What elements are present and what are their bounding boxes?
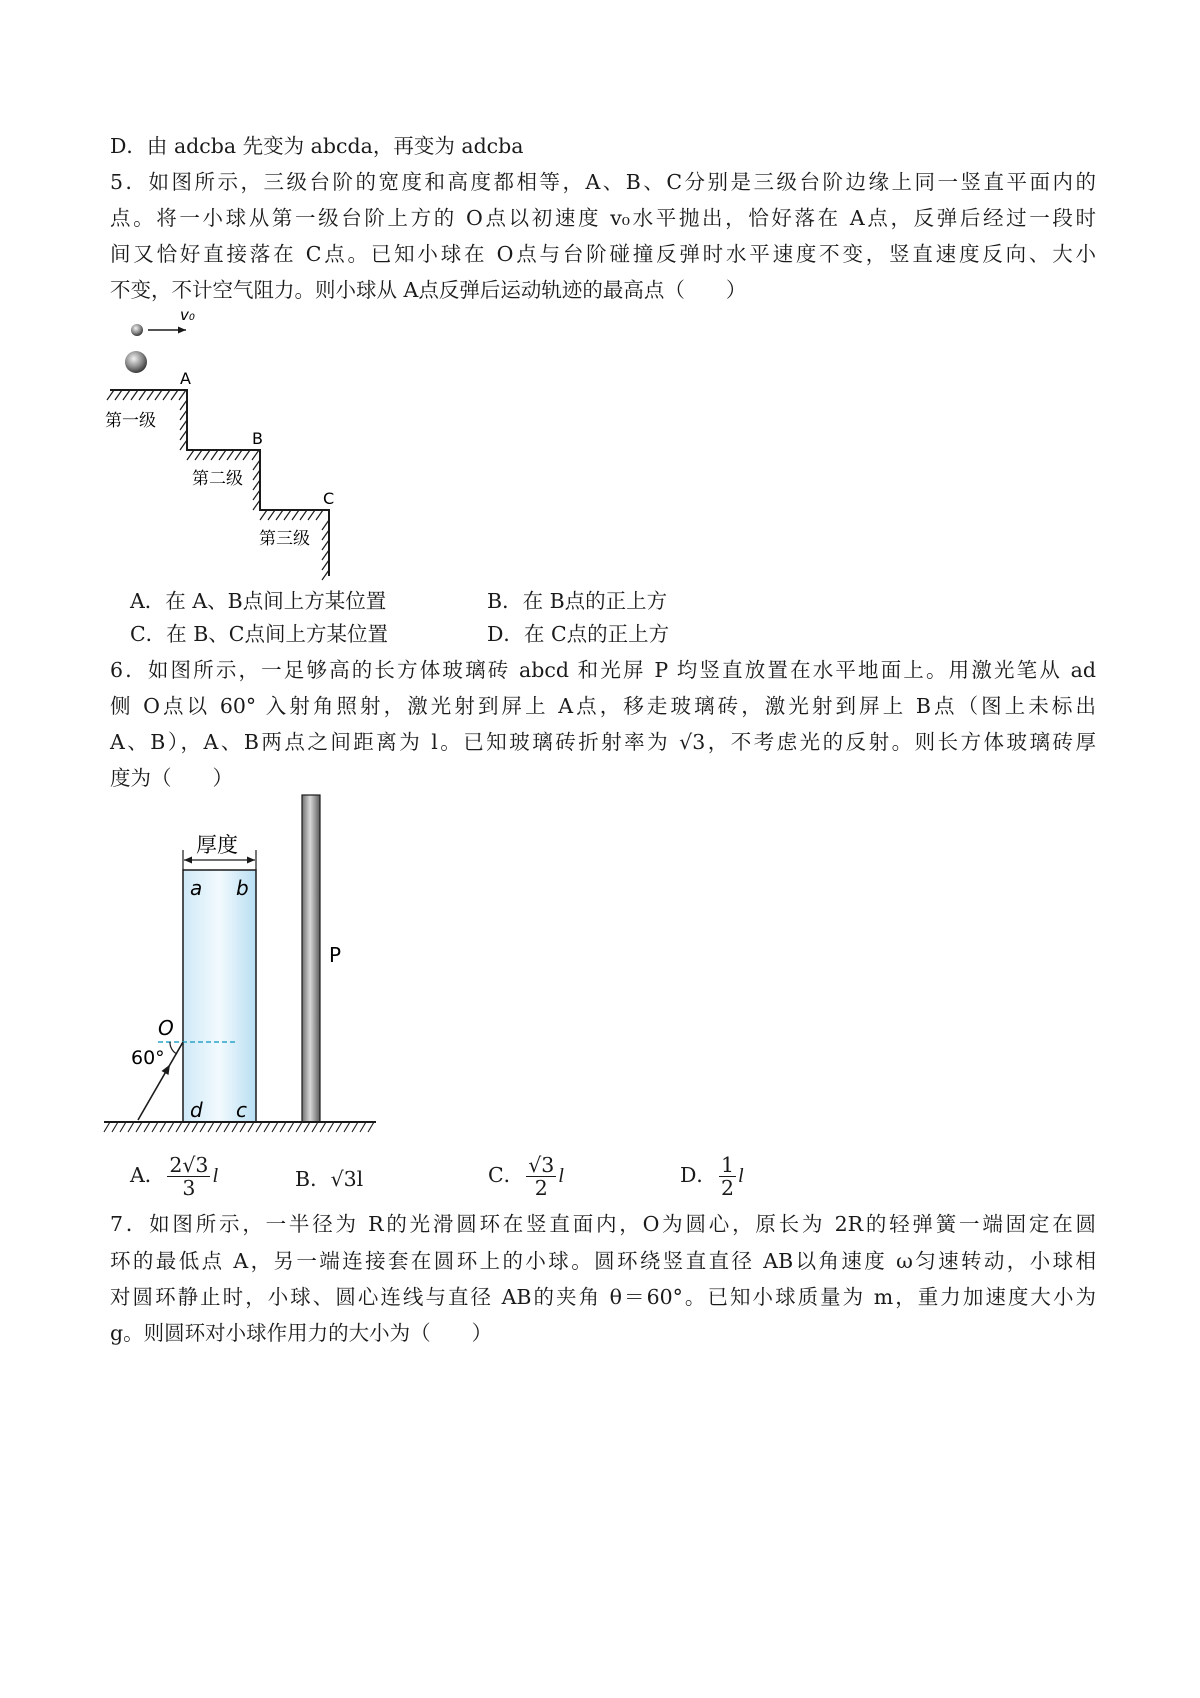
option-d-numerator: 1: [720, 1153, 734, 1177]
option-c-denominator: 2: [534, 1176, 548, 1200]
velocity-label: v₀: [180, 306, 195, 324]
corner-c-label: c: [236, 1098, 247, 1122]
point-a-label: A: [180, 369, 191, 388]
option-a-label: A．: [130, 1163, 166, 1187]
option-d-tail: l: [737, 1165, 744, 1187]
q7-text-line-4: g。则圆环对小球作用力的大小为（ ）: [110, 1321, 493, 1345]
option-c-label: C．: [488, 1163, 525, 1187]
q6-option-c[interactable]: [488, 1154, 564, 1199]
screen-p-label: P: [329, 943, 342, 967]
q5-text-line-1: 5．如图所示，三级台阶的宽度和高度都相等，A、B、C分别是三级台阶边缘上同一竖直平面内的: [110, 170, 1096, 194]
q5-text-line-4: 不变，不计空气阻力。则小球从 A点反弹后运动轨迹的最高点（ ）: [110, 278, 747, 302]
step1-label: 第一级: [105, 411, 156, 431]
screen-p: [302, 795, 320, 1122]
q6-option-a[interactable]: [130, 1154, 218, 1199]
q5-option-d[interactable]: D．在 C点的正上方: [487, 622, 670, 646]
corner-a-label: a: [190, 876, 203, 900]
point-b-label: B: [252, 429, 263, 448]
ground-hatching: [104, 1122, 374, 1132]
q5-option-a[interactable]: A．在 A、B点间上方某位置: [130, 589, 387, 613]
option-b-label: B．: [295, 1167, 331, 1191]
q7-text-line-2: 环的最低点 A，另一端连接套在圆环上的小球。圆环绕竖直直径 AB以角速度 ω匀速转动，小球相: [110, 1249, 1096, 1273]
option-b-value: √3l: [330, 1167, 364, 1191]
small-ball-icon: [131, 324, 143, 336]
q6-text-line-1: 6．如图所示，一足够高的长方体玻璃砖 abcd 和光屏 P 均竖直放置在水平地面上。用激光笔从 ad: [110, 658, 1096, 682]
q6-text-line-2: 侧 O点以 60° 入射角照射，激光射到屏上 A点，移走玻璃砖，激光射到屏上 B点（图上未标出: [110, 694, 1096, 718]
q6-option-d[interactable]: [680, 1154, 744, 1199]
q5-stairs-figure: [100, 306, 380, 600]
option-d-denominator: 2: [720, 1176, 734, 1200]
point-c-label: C: [323, 489, 335, 508]
option-a-denominator: 3: [182, 1176, 196, 1200]
option-d-label: D．: [680, 1163, 717, 1187]
angle-label: 60°: [131, 1047, 165, 1069]
step3-label: 第三级: [259, 529, 310, 549]
q5-option-c[interactable]: C．在 B、C点间上方某位置: [130, 622, 388, 646]
glass-block: [183, 870, 256, 1122]
q6-option-b[interactable]: [295, 1165, 363, 1193]
step2-label: 第二级: [192, 469, 243, 489]
q6-text-line-3: A、B），A、B两点之间距离为 l。已知玻璃砖折射率为 √3，不考虑光的反射。则长方体玻璃砖厚: [110, 730, 1096, 754]
corner-b-label: b: [236, 876, 249, 900]
q6-text-line-4: 度为（ ）: [110, 766, 233, 790]
q4-option-d: D．由 adcba 先变为 abcda，再变为 adcba: [110, 134, 524, 158]
ball-icon: [125, 351, 147, 373]
q7-text-line-1: 7．如图所示，一半径为 R的光滑圆环在竖直面内，O为圆心，原长为 2R的轻弹簧一端固定在圆: [110, 1212, 1096, 1236]
q6-glass-figure: [100, 790, 390, 1140]
thickness-label: 厚度: [196, 833, 238, 857]
option-a-numerator: 2√3: [169, 1153, 209, 1177]
option-c-numerator: √3: [528, 1153, 555, 1177]
option-c-tail: l: [558, 1165, 564, 1187]
q5-text-line-2: 点。将一小球从第一级台阶上方的 O点以初速度 v₀水平抛出，恰好落在 A点，反弹后经过一段时: [110, 206, 1096, 230]
point-o-label: O: [158, 1016, 174, 1040]
corner-d-label: d: [190, 1098, 203, 1122]
option-a-tail: l: [212, 1165, 219, 1187]
q5-option-b[interactable]: B．在 B点的正上方: [487, 589, 668, 613]
q7-text-line-3: 对圆环静止时，小球、圆心连线与直径 AB的夹角 θ＝60°。已知小球质量为 m，重力加速度大小为: [110, 1285, 1096, 1309]
q5-text-line-3: 间又恰好直接落在 C点。已知小球在 O点与台阶碰撞反弹时水平速度不变，竖直速度反向、大小: [110, 242, 1096, 266]
